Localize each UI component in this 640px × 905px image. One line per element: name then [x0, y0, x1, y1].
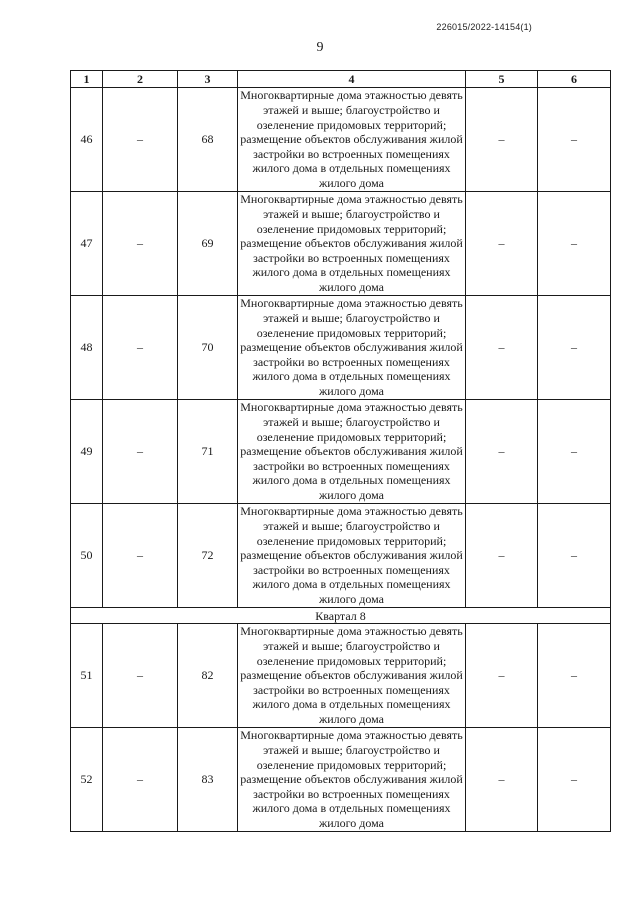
column-2-cell: – [103, 296, 178, 400]
column-header: 2 [103, 71, 178, 88]
table-row [71, 296, 611, 400]
plot-number-cell: 83 [178, 728, 238, 832]
table-row [71, 88, 611, 192]
column-6-cell: – [538, 624, 611, 728]
column-5-cell: – [466, 192, 538, 296]
row-number-cell: 48 [71, 296, 103, 400]
column-5-cell: – [466, 504, 538, 608]
column-2-cell: – [103, 728, 178, 832]
table-row [71, 624, 611, 728]
page-number: 9 [316, 40, 324, 55]
column-6-cell: – [538, 88, 611, 192]
column-6-cell: – [538, 192, 611, 296]
row-number-cell: 51 [71, 624, 103, 728]
table-row [71, 192, 611, 296]
column-2-cell: – [103, 192, 178, 296]
column-2-cell: – [103, 88, 178, 192]
description-cell: Многоквартирные дома этажностью девять этажей и выше; благоустройство и озеленение придомовых территорий; размещение объектов обслуживания жилой застройки во встроенных помещениях жилого дома в отдельных помещениях жилого дома [238, 624, 466, 728]
section-row [71, 608, 611, 624]
column-6-cell: – [538, 504, 611, 608]
zoning-table [70, 70, 611, 832]
document-number: 226015/2022-14154(1) [436, 22, 532, 32]
column-header: 6 [538, 71, 611, 88]
column-6-cell: – [538, 728, 611, 832]
description-cell: Многоквартирные дома этажностью девять этажей и выше; благоустройство и озеленение придомовых территорий; размещение объектов обслуживания жилой застройки во встроенных помещениях жилого дома в отдельных помещениях жилого дома [238, 504, 466, 608]
row-number-cell: 49 [71, 400, 103, 504]
table-row [71, 728, 611, 832]
column-header: 3 [178, 71, 238, 88]
plot-number-cell: 82 [178, 624, 238, 728]
column-header: 1 [71, 71, 103, 88]
row-number-cell: 46 [71, 88, 103, 192]
row-number-cell: 50 [71, 504, 103, 608]
table-header-row [71, 71, 611, 88]
column-5-cell: – [466, 88, 538, 192]
row-number-cell: 47 [71, 192, 103, 296]
column-header: 5 [466, 71, 538, 88]
column-2-cell: – [103, 504, 178, 608]
description-cell: Многоквартирные дома этажностью девять этажей и выше; благоустройство и озеленение придомовых территорий; размещение объектов обслуживания жилой застройки во встроенных помещениях жилого дома в отдельных помещениях жилого дома [238, 400, 466, 504]
column-5-cell: – [466, 624, 538, 728]
plot-number-cell: 68 [178, 88, 238, 192]
row-number-cell: 52 [71, 728, 103, 832]
plot-number-cell: 69 [178, 192, 238, 296]
column-6-cell: – [538, 296, 611, 400]
table-row [71, 504, 611, 608]
description-cell: Многоквартирные дома этажностью девять этажей и выше; благоустройство и озеленение придомовых территорий; размещение объектов обслуживания жилой застройки во встроенных помещениях жилого дома в отдельных помещениях жилого дома [238, 192, 466, 296]
plot-number-cell: 72 [178, 504, 238, 608]
section-heading: Квартал 8 [71, 608, 611, 624]
column-2-cell: – [103, 400, 178, 504]
column-5-cell: – [466, 728, 538, 832]
table-row [71, 400, 611, 504]
description-cell: Многоквартирные дома этажностью девять этажей и выше; благоустройство и озеленение придомовых территорий; размещение объектов обслуживания жилой застройки во встроенных помещениях жилого дома в отдельных помещениях жилого дома [238, 728, 466, 832]
plot-number-cell: 71 [178, 400, 238, 504]
column-5-cell: – [466, 400, 538, 504]
column-header: 4 [238, 71, 466, 88]
column-5-cell: – [466, 296, 538, 400]
description-cell: Многоквартирные дома этажностью девять этажей и выше; благоустройство и озеленение придомовых территорий; размещение объектов обслуживания жилой застройки во встроенных помещениях жилого дома в отдельных помещениях жилого дома [238, 88, 466, 192]
plot-number-cell: 70 [178, 296, 238, 400]
column-6-cell: – [538, 400, 611, 504]
column-2-cell: – [103, 624, 178, 728]
description-cell: Многоквартирные дома этажностью девять этажей и выше; благоустройство и озеленение придомовых территорий; размещение объектов обслуживания жилой застройки во встроенных помещениях жилого дома в отдельных помещениях жилого дома [238, 296, 466, 400]
